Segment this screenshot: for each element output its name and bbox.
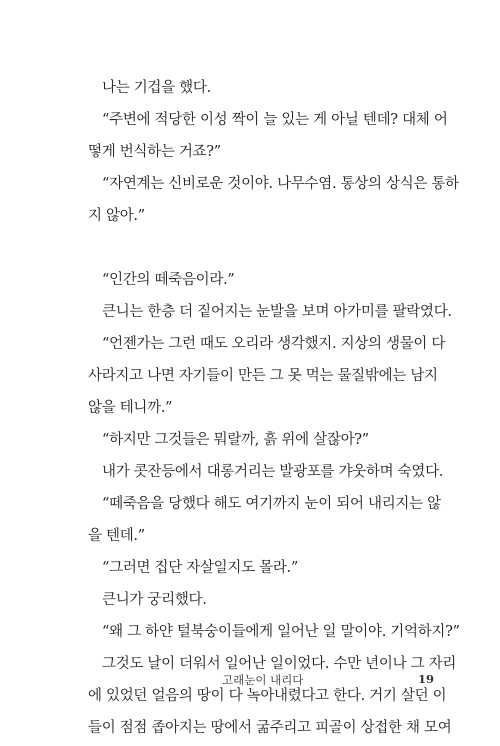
paragraph bbox=[88, 424, 434, 456]
text-line: 큰니가 궁리했다. bbox=[102, 592, 207, 608]
page-body bbox=[88, 72, 460, 744]
paragraph bbox=[88, 616, 460, 648]
page-footer bbox=[0, 672, 500, 692]
paragraph bbox=[88, 296, 452, 328]
text-line: 에 있었던 얼음의 땅이 다 녹아내렸다고 한다. 거기 살던 이 bbox=[88, 688, 447, 704]
paragraph bbox=[88, 264, 434, 296]
paragraph bbox=[88, 328, 446, 424]
text-line: “왜 그 하얀 털북숭이들에게 일어난 일 말이야. 기억하지?” bbox=[102, 624, 460, 640]
text-line: “인간의 떼죽음이라.” bbox=[102, 272, 235, 288]
paragraph bbox=[88, 168, 459, 232]
text-line: 큰니는 한층 더 짙어지는 눈발을 보며 아가미를 팔락였다. bbox=[102, 304, 452, 320]
text-line: 않을 테니까.” bbox=[88, 400, 173, 416]
text-line: “자연계는 신비로운 것이야. 나무수염. 통상의 상식은 통하 bbox=[102, 176, 459, 192]
text-line: 내가 콧잔등에서 대롱거리는 발광포를 갸웃하며 숙였다. bbox=[102, 464, 444, 480]
text-line: 떻게 번식하는 거죠?” bbox=[88, 144, 221, 160]
text-line: “언젠가는 그런 때도 오리라 생각했지. 지상의 생물이 다 bbox=[102, 336, 446, 352]
text-line: 들이 점점 좁아지는 땅에서 굶주리고 피골이 상접한 채 모여 bbox=[88, 720, 452, 736]
section-break bbox=[88, 232, 434, 264]
running-title: 고래눈이 내리다 bbox=[222, 673, 304, 687]
text-line: 지 않아.” bbox=[88, 208, 145, 224]
text-line: “주변에 적당한 이성 짝이 늘 있는 게 아닐 텐데? 대체 어 bbox=[102, 112, 448, 128]
text-line: 사라지고 나면 자기들이 만든 그 못 먹는 물질밖에는 남지 bbox=[88, 368, 438, 384]
text-line: “떼죽음을 당했다 해도 여기까지 눈이 되어 내리지는 않 bbox=[102, 496, 441, 512]
text-line: “하지만 그것들은 뭐랄까, 흙 위에 살잖아?” bbox=[102, 432, 369, 448]
page-number: 19 bbox=[418, 672, 435, 686]
paragraph bbox=[88, 72, 434, 104]
paragraph bbox=[88, 104, 448, 168]
paragraph bbox=[88, 488, 441, 552]
paragraph bbox=[88, 648, 457, 744]
paragraph bbox=[88, 552, 434, 584]
text-line: 을 텐데.” bbox=[88, 528, 145, 544]
paragraph bbox=[88, 584, 434, 616]
text-line: 그것도 날이 더워서 일어난 일이었다. 수만 년이나 그 자리 bbox=[102, 656, 457, 672]
text-line: 나는 기겁을 했다. bbox=[102, 80, 211, 96]
paragraph bbox=[88, 456, 444, 488]
text-line: “그러면 집단 자살일지도 몰라.” bbox=[102, 560, 298, 576]
